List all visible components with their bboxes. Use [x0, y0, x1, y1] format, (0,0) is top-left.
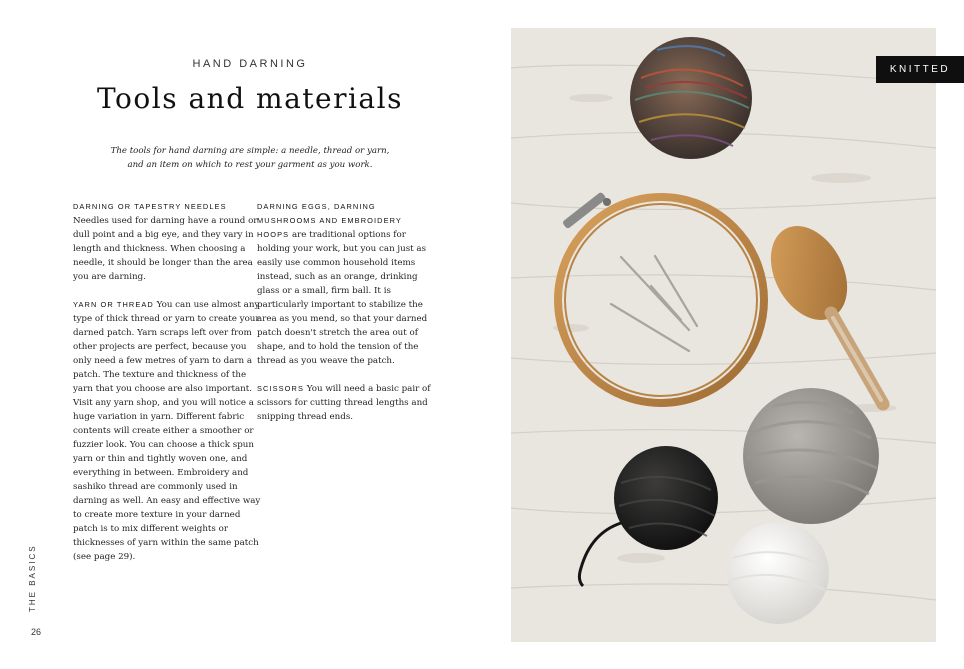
white-yarn-ball	[727, 522, 829, 624]
paragraph-text: You will need a basic pair of scissors for cutting thread lengths and snipping thread ends.	[257, 384, 431, 422]
paragraph-lead: DARNING OR TAPESTRY NEEDLES	[73, 202, 227, 211]
paragraph-text: Needles used for darning have a round or dull point and a big eye, and they vary in length and thickness. When choosing a needle, it should be longer than the area you are darning.	[73, 216, 258, 282]
paragraph-lead: DARNING EGGS, DARNING MUSHROOMS AND EMBROIDERY HOOPS	[257, 202, 402, 239]
text-column-1	[73, 200, 261, 578]
tools-photo	[511, 28, 936, 642]
section-kicker: HAND DARNING	[192, 58, 308, 70]
category-tag: KNITTED	[876, 56, 964, 83]
paragraph-yarn	[73, 298, 261, 564]
intro-text	[80, 144, 420, 172]
intro-line: The tools for hand darning are simple: a needle, thread or yarn,	[110, 146, 390, 156]
paragraph-lead: YARN OR THREAD	[73, 300, 154, 309]
paragraph-holders	[257, 200, 432, 368]
text-column-2	[257, 200, 432, 438]
page-number: 26	[31, 627, 42, 637]
paragraph-needles	[73, 200, 261, 284]
paragraph-text: You can use almost any type of thick thread or yarn to create your darned patch. Yarn scraps left over from other projects are perfect, because you only need a few metres of yarn to darn a patch. The texture and thickness of the yarn that you choose are also important. Visit any yarn shop, and you will notice a huge variation in yarn. Different fabric contents will create either a smoother or fuzzier look. You can choose a thick spun yarn or thin and tightly woven one, and everything in between. Embroidery and sashiko thread are commonly used in darning as well. An easy and effective way to create more texture in your darned patch is to mix different weights or thicknesses of yarn within the same patch (see page 29).	[73, 300, 261, 562]
paragraph-scissors	[257, 382, 432, 424]
paragraph-lead: SCISSORS	[257, 384, 304, 393]
section-side-label: THE BASICS	[28, 544, 37, 612]
multicolour-yarn-ball	[630, 37, 752, 159]
page-title: Tools and materials	[97, 82, 403, 115]
paragraph-text: are traditional options for holding your work, but you can just as easily use common household items instead, such as an orange, drinking glass or a small, firm ball. It is particularly important to stabilize the area as you mend, so that your darned patch doesn't stretch the area out of shape, and to hold the tension of the thread as you weave the patch.	[257, 230, 428, 366]
intro-line: and an item on which to rest your garment as you work.	[127, 160, 373, 170]
grey-yarn-ball	[743, 388, 879, 524]
